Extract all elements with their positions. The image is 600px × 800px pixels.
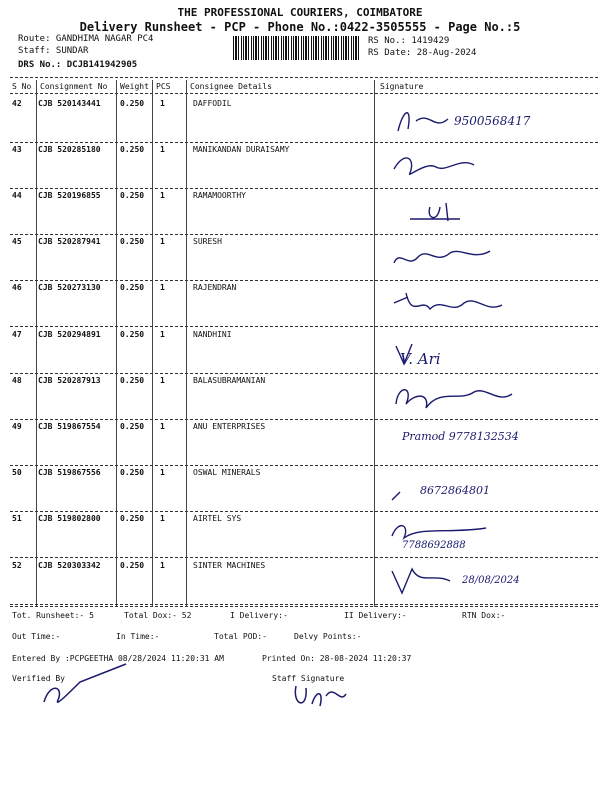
consignment-cell: CJB 519867556 [38,468,101,477]
table-row [0,422,600,468]
signature-handwriting [390,147,590,187]
sno-cell: 50 [12,468,22,477]
signature-handwriting [390,239,590,279]
pcs-cell: 1 [160,376,165,385]
drs-number: DRS No.: DCJB141942905 [18,60,138,70]
sno-cell: 49 [12,422,22,431]
sno-cell: 44 [12,191,22,200]
row-divider [10,604,598,605]
weight-cell: 0.250 [120,468,145,477]
sno-cell: 52 [12,561,22,570]
signature-handwriting [390,424,590,464]
table-row [0,191,600,237]
table-row [0,99,600,145]
pcs-cell: 1 [160,468,165,477]
consignment-cell: CJB 520303342 [38,561,101,570]
signature-handwriting [390,563,590,603]
row-divider [10,188,598,189]
table-row [0,514,600,560]
table-row [0,561,600,607]
sno-cell: 42 [12,99,22,108]
signature-handwriting [390,193,590,233]
row-divider [10,419,598,420]
consignee-cell: NANDHINI [193,330,232,339]
row-divider [10,465,598,466]
table-row [0,145,600,191]
signature-handwriting [390,101,590,141]
table-row [0,237,600,283]
pcs-cell: 1 [160,191,165,200]
weight-cell: 0.250 [120,376,145,385]
delvy-points: Delvy Points:- [294,632,362,641]
consignment-cell: CJB 520273130 [38,283,101,292]
barcode [233,36,361,60]
consignment-cell: CJB 520285180 [38,145,101,154]
divider [10,606,598,607]
svg-text:7788692888: 7788692888 [402,540,466,551]
in-time: In Time:- [116,632,160,641]
pcs-cell: 1 [160,145,165,154]
rs-date: RS Date: 28-Aug-2024 [368,48,477,58]
consignment-cell: CJB 519867554 [38,422,101,431]
weight-cell: 0.250 [120,283,145,292]
consignment-cell: CJB 520287913 [38,376,101,385]
pcs-cell: 1 [160,422,165,431]
table-row [0,330,600,376]
divider [10,77,598,78]
pcs-cell: 1 [160,514,165,523]
consignee-cell: MANIKANDAN DURAISAMY [193,145,290,154]
sno-cell: 48 [12,376,22,385]
svg-text:Pramod 9778132534: Pramod 9778132534 [402,430,519,443]
total-dox: Total Dox:- 52 [124,611,192,620]
svg-text:V. Ari: V. Ari [400,350,441,368]
weight-cell: 0.250 [120,237,145,246]
svg-text:8672864801: 8672864801 [420,484,490,497]
signature-handwriting [390,470,590,510]
consignment-cell: CJB 520294891 [38,330,101,339]
pcs-cell: 1 [160,561,165,570]
consignment-cell: CJB 520143441 [38,99,101,108]
consignee-cell: SINTER MACHINES [193,561,266,570]
verified-by-label: Verified By [12,674,65,683]
weight-cell: 0.250 [120,145,145,154]
col-consignee: Consignee Details [190,82,272,91]
consignee-cell: OSWAL MINERALS [193,468,261,477]
signature-handwriting [390,332,590,372]
sno-cell: 46 [12,283,22,292]
svg-text:9500568417: 9500568417 [454,114,531,128]
svg-text:28/08/2024: 28/08/2024 [462,575,520,586]
rs-number: RS No.: 1419429 [368,36,450,46]
table-row [0,283,600,329]
weight-cell: 0.250 [120,99,145,108]
table-row [0,468,600,514]
consignee-cell: RAMAMOORTHY [193,191,246,200]
row-divider [10,326,598,327]
weight-cell: 0.250 [120,514,145,523]
staff-signature [290,676,350,716]
consignee-cell: AIRTEL SYS [193,514,242,523]
divider [10,93,598,94]
consignee-cell: RAJENDRAN [193,283,237,292]
weight-cell: 0.250 [120,561,145,570]
weight-cell: 0.250 [120,330,145,339]
pcs-cell: 1 [160,283,165,292]
pcs-cell: 1 [160,99,165,108]
route-label: Route: GANDHIMA NAGAR PC4 [18,34,154,44]
tot-runsheet: Tot. Runsheet:- 5 [12,611,94,620]
company-title: THE PROFESSIONAL COURIERS, COIMBATORE [177,6,423,19]
col-weight: Weight [120,82,149,91]
row-divider [10,234,598,235]
weight-cell: 0.250 [120,191,145,200]
weight-cell: 0.250 [120,422,145,431]
total-pod: Total POD:- [214,632,267,641]
col-consignment: Consignment No [40,82,108,91]
row-divider [10,557,598,558]
consignee-cell: BALASUBRAMANIAN [193,376,266,385]
printed-on: Printed On: 28-08-2024 11:20:37 [262,654,412,663]
signature-handwriting [390,378,590,418]
signature-handwriting [390,285,590,325]
consignment-cell: CJB 520287941 [38,237,101,246]
consignee-cell: DAFFODIL [193,99,232,108]
consignee-cell: SURESH [193,237,222,246]
verified-by-signature [40,662,130,710]
col-signature: Signature [380,82,424,91]
pcs-cell: 1 [160,330,165,339]
signature-handwriting [390,516,590,556]
sno-cell: 47 [12,330,22,339]
ii-delivery: II Delivery:- [344,611,407,620]
row-divider [10,511,598,512]
row-divider [10,142,598,143]
table-row [0,376,600,422]
rtn-dox: RTN Dox:- [462,611,506,620]
entered-by: Entered By :PCPGEETHA 08/28/2024 11:20:31 AM [12,654,224,663]
staff-label: Staff: SUNDAR [18,46,89,56]
consignment-cell: CJB 520196855 [38,191,101,200]
runsheet-subtitle: Delivery Runsheet - PCP - Phone No.:0422-3505555 - Page No.:5 [79,20,521,34]
row-divider [10,373,598,374]
out-time: Out Time:- [12,632,61,641]
col-pcs: PCS [156,82,171,91]
row-divider [10,280,598,281]
staff-signature-label: Staff Signature [272,674,345,683]
pcs-cell: 1 [160,237,165,246]
sno-cell: 51 [12,514,22,523]
i-delivery: I Delivery:- [230,611,288,620]
sno-cell: 43 [12,145,22,154]
col-sno: S No [12,82,32,91]
consignment-cell: CJB 519802800 [38,514,101,523]
sno-cell: 45 [12,237,22,246]
consignee-cell: ANU ENTERPRISES [193,422,266,431]
